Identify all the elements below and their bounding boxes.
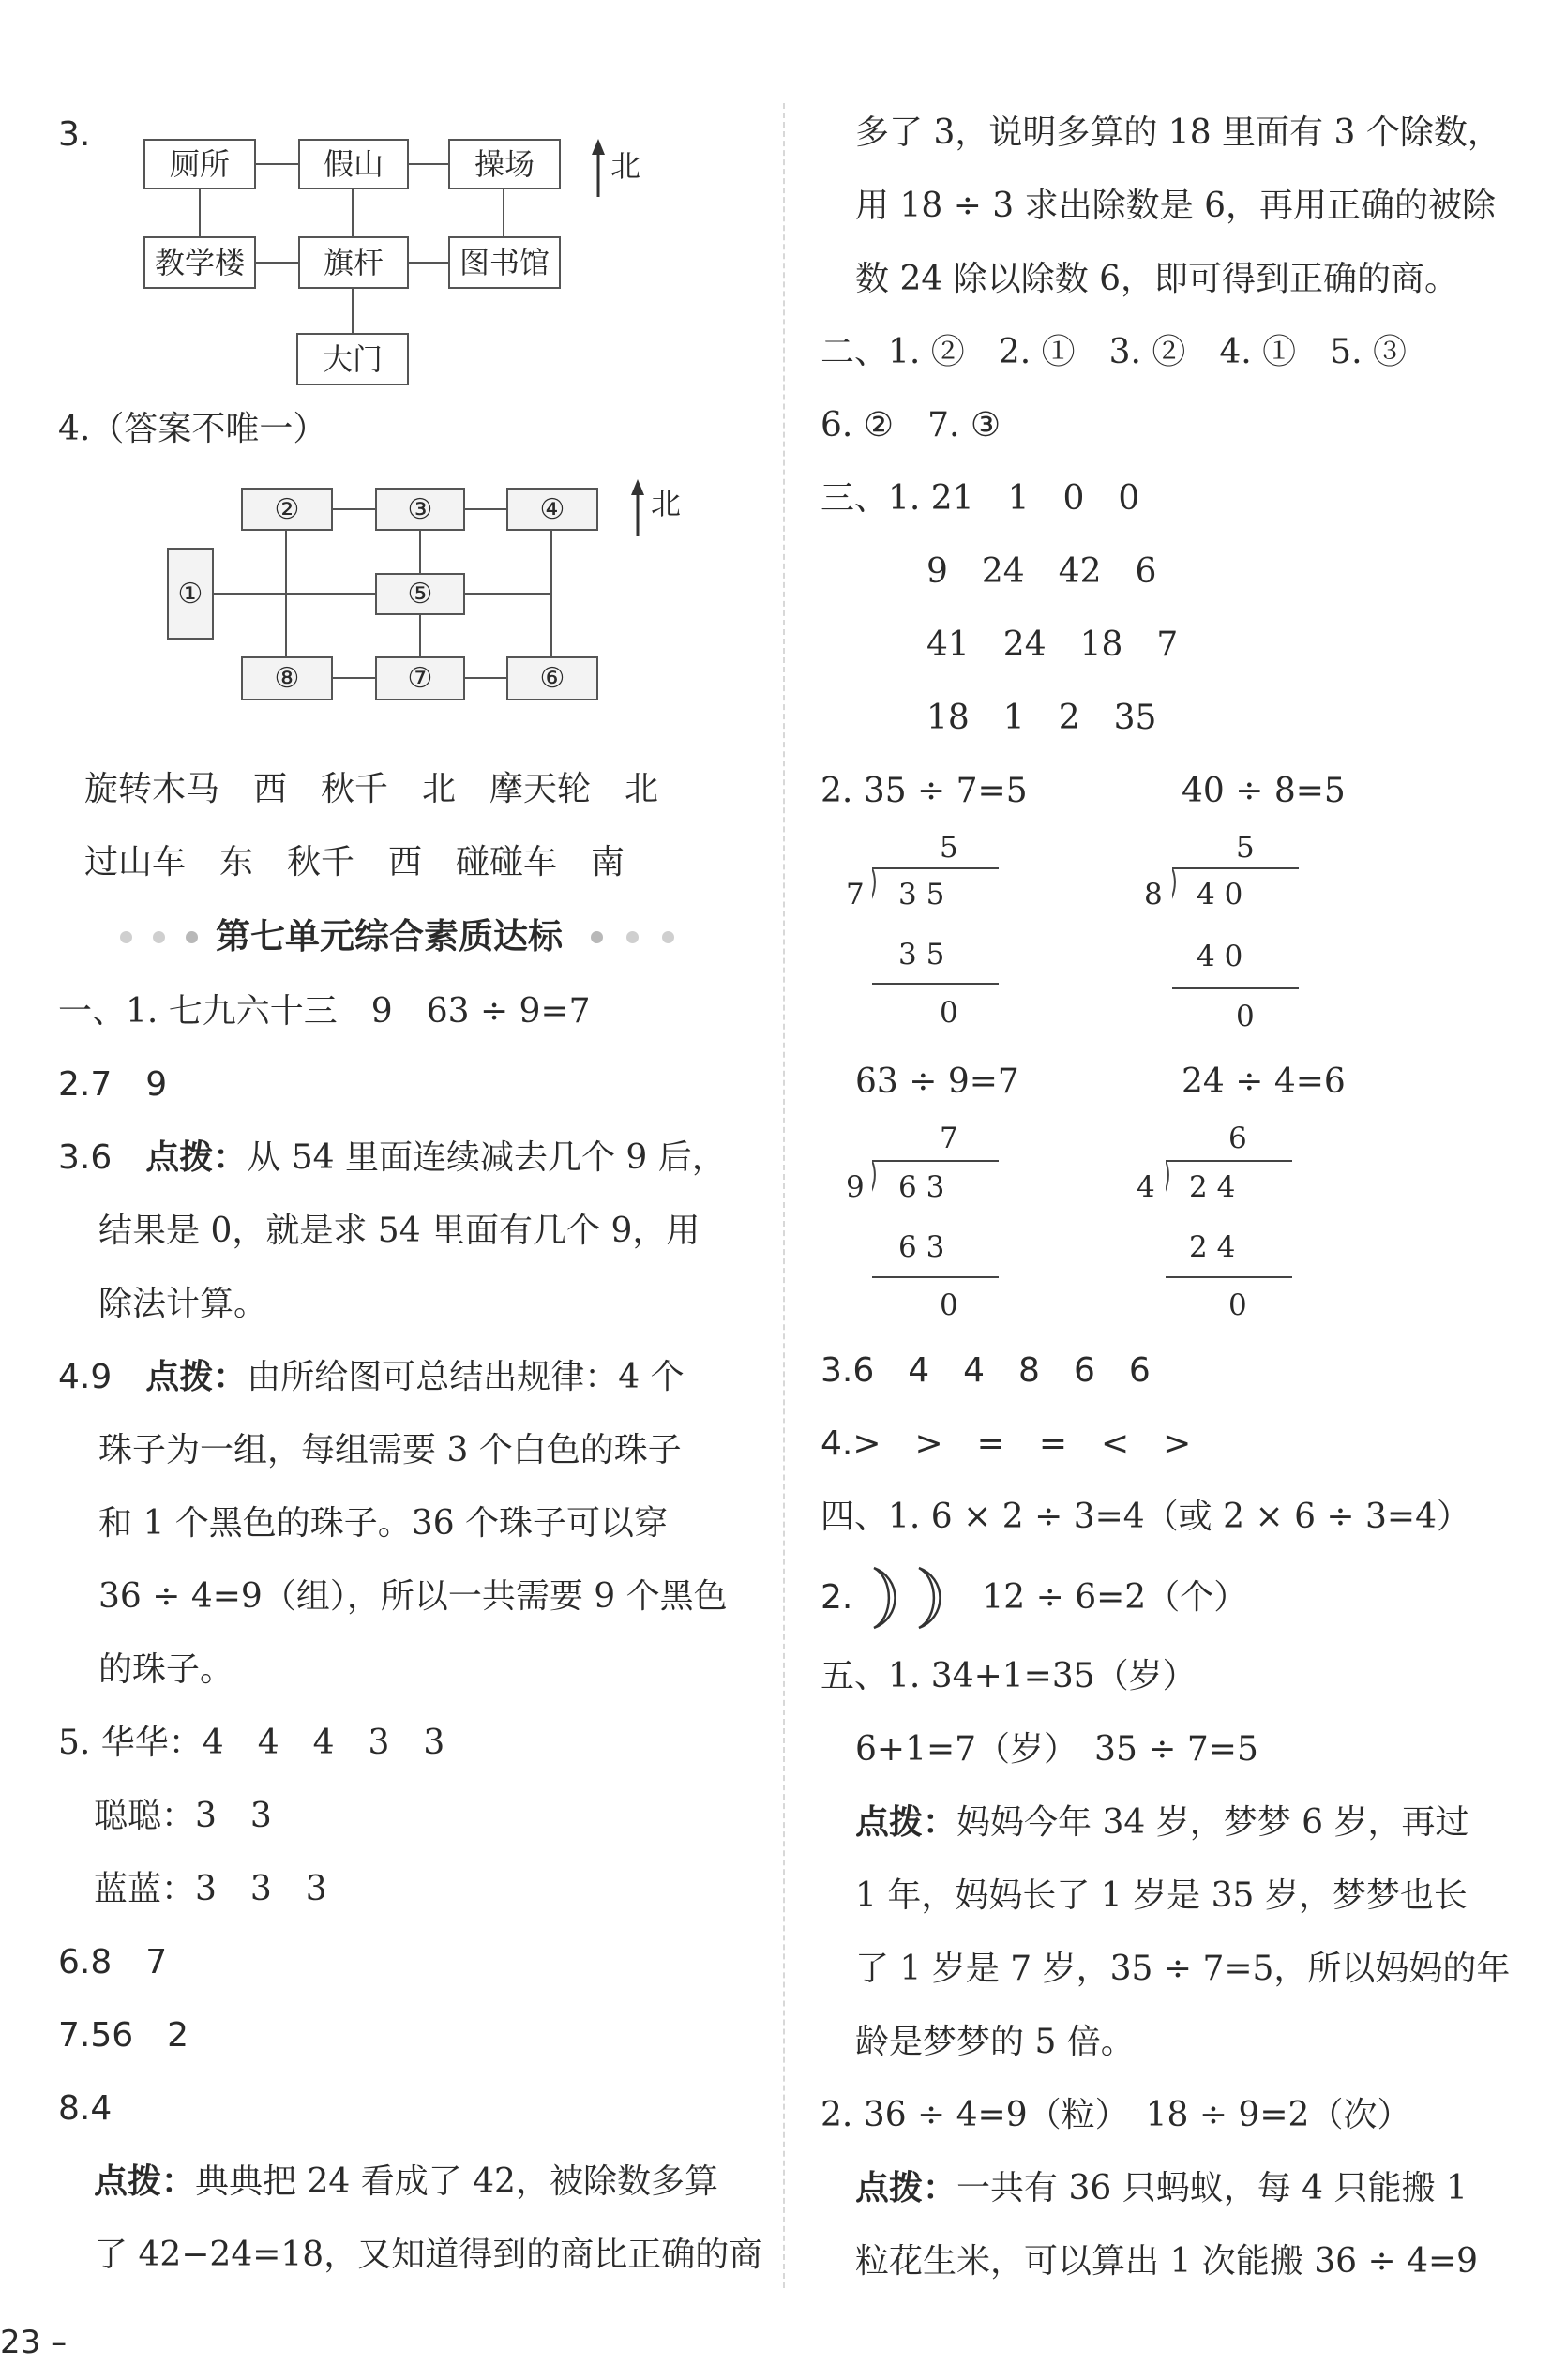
map-cell-toilet: 厕所 <box>143 139 256 189</box>
answer-line: 龄是梦梦的 5 倍。 <box>855 2023 1135 2061</box>
hint-text: 从 54 里面连续减去几个 9 后， <box>247 1138 726 1177</box>
north-label-2: 北 <box>651 486 682 521</box>
title-dot <box>626 931 639 943</box>
answer-line: 了 1 岁是 7 岁，35 ÷ 7=5，所以妈妈的年 <box>855 1950 1511 1988</box>
division-remainder: 0 <box>940 996 958 1030</box>
answer-line: 和 1 个黑色的珠子。36 个珠子可以穿 <box>98 1504 669 1543</box>
answer-line: 63 ÷ 9=7 <box>855 1062 1019 1101</box>
answer-line: 8.4 <box>58 2089 113 2128</box>
division-remainder: 0 <box>1236 1000 1255 1033</box>
hint-label: 点拨： <box>145 1138 248 1177</box>
hint-text: 妈妈今年 34 岁，梦梦 6 岁，再过 <box>956 1803 1469 1842</box>
answer-line: 9 24 42 6 <box>926 552 1157 591</box>
hint-text: 由所给图可总结出规律：4 个 <box>247 1358 685 1396</box>
answer-line: 珠子为一组，每组需要 3 个白色的珠子 <box>98 1431 682 1469</box>
answer-line: 四、1. 6 × 2 ÷ 3=4（或 2 × 6 ÷ 3=4） <box>821 1498 1470 1536</box>
division-divisor: 4 <box>1137 1170 1155 1204</box>
division-rule <box>1172 987 1360 990</box>
division-rule <box>872 1275 1060 1279</box>
answer-line <box>94 2162 718 2203</box>
answer-line: 6+1=7（岁） 35 ÷ 7=5 <box>855 1730 1258 1769</box>
hint-text: 一共有 36 只蚂蚁，每 4 只能搬 1 <box>956 2169 1468 2207</box>
hint-text: 典典把 24 看成了 42，被除数多算 <box>195 2162 718 2201</box>
division-product: 6 3 <box>898 1230 945 1264</box>
page-number: 23 – <box>0 2324 68 2361</box>
answer-line: 24 ÷ 4=6 <box>1182 1062 1346 1101</box>
answer-line: 结果是 0，就是求 54 里面有几个 9，用 <box>98 1212 700 1250</box>
division-divisor: 9 <box>846 1170 865 1204</box>
division-rule <box>872 982 1060 986</box>
column-divider <box>783 103 785 2288</box>
answer-number: 3.6 <box>58 1138 146 1177</box>
park-cell-4: ④ <box>506 488 598 531</box>
hint-label: 点拨： <box>855 1803 957 1842</box>
q4-answer-note: 4.（答案不唯一） <box>58 410 327 448</box>
answer-line: 2.7 9 <box>58 1065 168 1104</box>
division-quotient: 7 <box>940 1122 958 1155</box>
map-cell-playground: 操场 <box>448 139 561 189</box>
division-quotient: 5 <box>940 831 958 865</box>
answer-line <box>58 1357 685 1398</box>
answer-line: 数 24 除以除数 6，即可得到正确的商。 <box>855 260 1459 298</box>
division-remainder: 0 <box>940 1288 958 1322</box>
answer-line: 粒花生米，可以算出 1 次能搬 36 ÷ 4=9 <box>855 2242 1479 2281</box>
park-cell-3: ③ <box>375 488 465 531</box>
north-label: 北 <box>610 148 641 184</box>
answer-line: 五、1. 34+1=35（岁） <box>821 1657 1197 1695</box>
park-cell-1: ① <box>167 548 214 640</box>
park-cell-6: ⑥ <box>506 656 598 700</box>
division-dividend: 2 4 <box>1189 1170 1236 1204</box>
answer-line: 过山车 东 秋千 西 碰碰车 南 <box>84 843 625 881</box>
answer-line: 的珠子。 <box>98 1650 234 1689</box>
answer-line: 18 1 2 35 <box>926 699 1157 737</box>
park-cell-5: ⑤ <box>375 573 465 615</box>
division-remainder: 0 <box>1228 1288 1247 1322</box>
answer-line: 2. 36 ÷ 4=9（粒） 18 ÷ 9=2（次） <box>821 2096 1411 2134</box>
answer-number: 4.9 <box>58 1358 146 1396</box>
answer-line: 4.> > = = < > <box>821 1424 1192 1463</box>
division-divisor: 7 <box>846 878 865 911</box>
park-cell-2: ② <box>241 488 333 531</box>
title-dot <box>591 931 603 943</box>
map-cell-library: 图书馆 <box>448 236 561 289</box>
answer-line: 6. ② 7. ③ <box>821 406 1001 444</box>
answer-line: 7.56 2 <box>58 2016 189 2055</box>
answer-line: 三、1. 21 1 0 0 <box>821 479 1140 518</box>
answer-line: 一、1. 七九六十三 9 63 ÷ 9=7 <box>58 992 591 1031</box>
park-cell-7: ⑦ <box>375 656 465 700</box>
answer-line: 2. 35 ÷ 7=5 <box>821 772 1028 810</box>
division-product: 3 5 <box>898 938 945 972</box>
answer-line: 蓝蓝：3 3 3 <box>94 1870 327 1908</box>
answer-line: 旋转木马 西 秋千 北 摩天轮 北 <box>84 770 659 808</box>
question-number-3: 3. <box>58 115 91 154</box>
hint-label: 点拨： <box>855 2169 957 2207</box>
answer-line: 5. 华华：4 4 4 3 3 <box>58 1724 445 1762</box>
answer-line: 了 42−24=18，又知道得到的商比正确的商 <box>94 2236 763 2274</box>
title-dot <box>120 931 132 943</box>
hint-label: 点拨： <box>145 1358 248 1396</box>
answer-line: 用 18 ÷ 3 求出除数是 6，再用正确的被除 <box>855 187 1496 225</box>
answer-line: 1 年，妈妈长了 1 岁是 35 岁，梦梦也长 <box>855 1876 1468 1915</box>
division-divisor: 8 <box>1144 878 1163 911</box>
hint-label: 点拨： <box>94 2162 196 2201</box>
map-cell-flagpole: 旗杆 <box>298 236 409 289</box>
answer-line: 40 ÷ 8=5 <box>1182 772 1346 810</box>
division-quotient: 6 <box>1228 1122 1247 1155</box>
division-product: 2 4 <box>1189 1230 1236 1264</box>
title-dot <box>186 931 198 943</box>
answer-line: 36 ÷ 4=9（组），所以一共需要 9 个黑色 <box>98 1577 728 1616</box>
division-rule <box>1166 1275 1353 1279</box>
map-cell-teaching-building: 教学楼 <box>143 236 256 289</box>
division-dividend: 6 3 <box>898 1170 945 1204</box>
answer-line: 6.8 7 <box>58 1943 168 1981</box>
answer-number: 2. <box>821 1578 853 1617</box>
title-dot <box>153 931 165 943</box>
title-dot <box>662 931 674 943</box>
answer-line: 41 24 18 7 <box>926 625 1179 664</box>
map-cell-rockery: 假山 <box>298 139 409 189</box>
answer-line: 除法计算。 <box>98 1285 268 1323</box>
answer-line: 3.6 4 4 8 6 6 <box>821 1351 1151 1390</box>
answer-text: 12 ÷ 6=2（个） <box>982 1578 1248 1617</box>
map-cell-gate: 大门 <box>296 333 409 385</box>
answer-line <box>855 1802 1469 1844</box>
division-quotient: 5 <box>1236 831 1255 865</box>
answer-line: 多了 3，说明多算的 18 里面有 3 个除数， <box>855 113 1501 152</box>
answer-line <box>58 1137 726 1179</box>
section-title: 第七单元综合素质达标 <box>216 916 563 957</box>
division-dividend: 4 0 <box>1197 878 1243 911</box>
answer-line: 二、1. ② 2. ① 3. ② 4. ① 5. ③ <box>821 333 1407 371</box>
answer-line <box>855 2168 1468 2209</box>
crescent-moon-icons <box>853 1560 985 1635</box>
division-dividend: 3 5 <box>898 878 945 911</box>
division-product: 4 0 <box>1197 940 1243 973</box>
park-cell-8: ⑧ <box>241 656 333 700</box>
answer-line: 聪聪：3 3 <box>94 1797 272 1835</box>
